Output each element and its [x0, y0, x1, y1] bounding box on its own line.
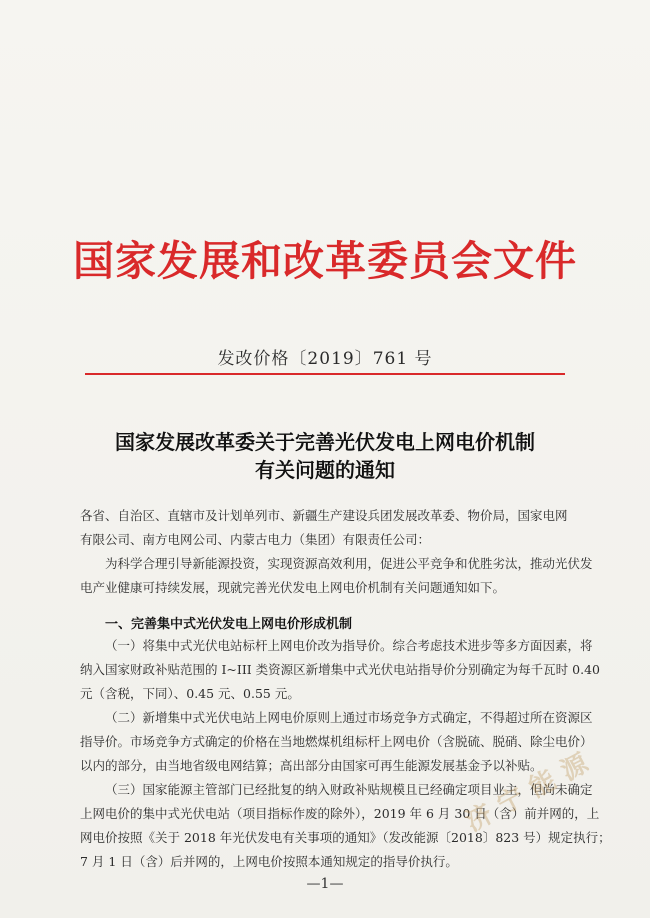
body-paragraph-line: （一）将集中式光伏电站标杆上网电价改为指导价。综合考虑技术进步等多方面因素，将 — [105, 638, 593, 653]
issuer-header-title: 国家发展和改革委员会文件 — [73, 237, 577, 285]
document-number: 发改价格〔2019〕761 号 — [217, 349, 433, 369]
watermark: 济宁能源 — [460, 743, 603, 838]
notice-title-line-1: 国家发展改革委关于完善光伏发电上网电价机制 — [115, 430, 535, 454]
body-paragraph-line: 网电价按照《关于 2018 年光伏发电有关事项的通知》（发改能源〔2018〕823 号）规定执行； — [80, 830, 611, 845]
body-paragraph-line: （三）国家能源主管部门已经批复的纳入财政补贴规模且已经确定项目业主，但尚未确定 — [105, 782, 593, 797]
red-divider-line — [85, 373, 565, 375]
body-paragraph-line: 上网电价的集中式光伏电站（项目指标作废的除外），2019 年 6 月 30 日（含）前并网的，上 — [80, 806, 600, 821]
body-paragraph-line: 以内的部分，由当地省级电网结算；高出部分由国家可再生能源发展基金予以补贴。 — [80, 758, 543, 773]
body-paragraph-line: 电产业健康可持续发展，现就完善光伏发电上网电价机制有关问题通知如下。 — [80, 580, 506, 595]
body-paragraph-line: 指导价。市场竞争方式确定的价格在当地燃煤机组标杆上网电价（含脱硫、脱硝、除尘电价） — [80, 734, 593, 749]
body-paragraph-line: 纳入国家财政补贴范围的 I~III 类资源区新增集中式光伏电站指导价分别确定为每千瓦时 0.40 — [80, 662, 600, 677]
body-paragraph-line: 7 月 1 日（含）后并网的，上网电价按照本通知规定的指导价执行。 — [80, 854, 458, 869]
page-number: —1— — [306, 876, 344, 892]
body-paragraph-line: 元（含税，下同）、0.45 元、0.55 元。 — [80, 686, 300, 701]
body-paragraph-line: 为科学合理引导新能源投资，实现资源高效利用，促进公平竞争和优胜劣汰，推动光伏发 — [105, 556, 593, 571]
addressee-line: 各省、自治区、直辖市及计划单列市、新疆生产建设兵团发展改革委、物价局，国家电网 — [80, 508, 568, 523]
section-heading: 一、完善集中式光伏发电上网电价形成机制 — [105, 617, 353, 632]
body-paragraph-line: （二）新增集中式光伏电站上网电价原则上通过市场竞争方式确定，不得超过所在资源区 — [105, 710, 593, 725]
notice-title — [0, 428, 650, 484]
addressee-line: 有限公司、南方电网公司、内蒙古电力（集团）有限责任公司： — [80, 532, 431, 547]
notice-title-line-2: 有关问题的通知 — [255, 458, 395, 482]
